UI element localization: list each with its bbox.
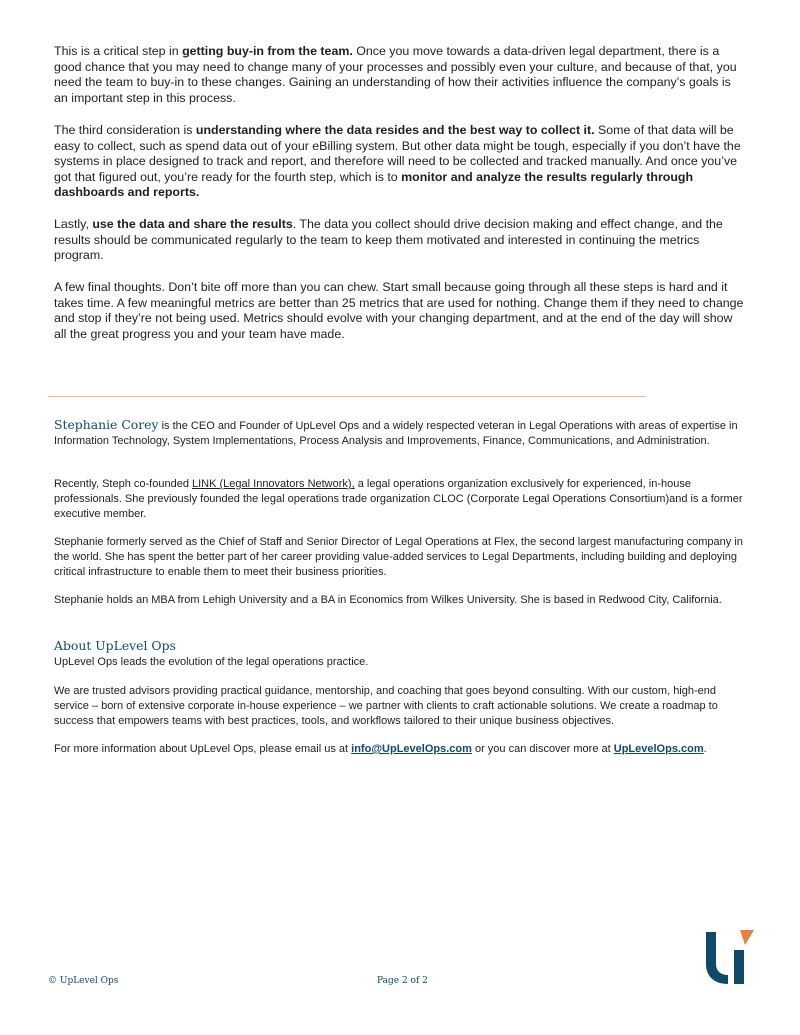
bold-text: getting buy-in from the team. (182, 44, 353, 58)
text: is the CEO and Founder of UpLevel Ops and a widely respected veteran in Legal Operations with areas of expertise in Information Technology, System Implementations, Process Analysis and Improvements, Finance, Communications, and Administration. (54, 420, 738, 447)
text: Stephanie holds an MBA from Lehigh University and a BA in Economics from Wilkes University. She is based in Redwood City, California. (54, 594, 722, 606)
text: Some of that data will be easy to collect, such as spend data out of your eBilling system. But other data might be tough, especially if you don’t have the systems in place designed to track and report, and therefore will need to be collected and tracked manually. And once you’ve got that figured out, you’re ready for the fourth step, which is to (54, 123, 741, 184)
uplevel-ops-logo (704, 928, 756, 984)
email-link[interactable]: info@UpLevelOps.com (351, 743, 472, 755)
paragraph-data-resides (54, 123, 748, 201)
text: UpLevel Ops leads the evolution of the legal operations practice. (54, 656, 369, 668)
footer-page-number: Page 2 of 2 (377, 976, 428, 986)
footer-copyright: © UpLevel Ops (48, 976, 119, 986)
text: A few final thoughts. Don’t bite off more than you can chew. Start small because going through all these steps is hard and it takes time. A few meaningful metrics are better than 25 metrics that are used for nothing. Change them if they need to change and stop if they’re not being used. Metrics should evolve with your changing department, and at the end of the day will show all the great progress you and your team have made. (54, 280, 744, 341)
text: Recently, Steph co-founded (54, 478, 192, 490)
about-paragraph-lead (54, 655, 748, 670)
text: or you can discover more at (471, 743, 614, 755)
about-paragraph-advisors (54, 684, 748, 728)
paragraph-share-results (54, 217, 748, 264)
bold-text: understanding where the data resides and the best way to collect it. (195, 123, 595, 137)
bold-text: monitor and analyze the results regularly through dashboards and reports. (54, 169, 694, 200)
bio-paragraph-link (54, 477, 748, 521)
paragraph-buy-in (54, 44, 748, 106)
paragraph-final-thoughts (54, 280, 748, 342)
bio-paragraph-flex (54, 535, 748, 579)
link-network-link[interactable]: LINK (Legal Innovators Network), (192, 478, 355, 490)
bio-paragraph-intro (54, 418, 748, 449)
text: . The data you collect should drive decision making and effect change, and the results should be communicated regularly to the team to keep them motivated and interested in continuing the metrics program. (54, 217, 723, 263)
text: Stephanie formerly served as the Chief of Staff and Senior Director of Legal Operations at Flex, the second largest manufacturing company in the world. She has spent the better part of her career providing value-added services to Legal Departments, including building and deploying critical infrastructure to enable them to meet their business priorities. (54, 536, 743, 578)
author-name: Stephanie Corey (54, 417, 159, 432)
text: Lastly, (54, 217, 93, 231)
text: a legal operations organization exclusively for experienced, in-house professionals. She previously founded the legal operations trade organization CLOC (Corporate Legal Operations Consortium)and is a former executive member. (54, 478, 743, 520)
about-paragraph-contact (54, 742, 748, 757)
text: We are trusted advisors providing practical guidance, mentorship, and coaching that goes beyond consulting. With our custom, high-end service – born of extensive corporate in-house experience – we partner with clients to craft actionable solutions. We create a roadmap to success that empowers teams with best practices, tools, and workflows tailored to their unique business objectives. (54, 685, 718, 727)
text: For more information about UpLevel Ops, please email us at (54, 743, 352, 755)
text: . (703, 743, 707, 755)
text: This is a critical step in (54, 44, 183, 58)
bold-text: use the data and share the results (92, 217, 293, 231)
text: Once you move towards a data-driven legal department, there is a good chance that you may need to change many of your processes and possibly even your culture, and because of that, you need the team to buy-in to these changes. Gaining an understanding of how their activities influence the company’s goals is an important step in this process. (54, 44, 737, 105)
bio-paragraph-education (54, 593, 748, 608)
text: The third consideration is (54, 123, 196, 137)
section-divider (48, 396, 646, 397)
about-heading: About UpLevel Ops (54, 638, 176, 653)
website-link[interactable]: UpLevelOps.com (613, 743, 704, 755)
